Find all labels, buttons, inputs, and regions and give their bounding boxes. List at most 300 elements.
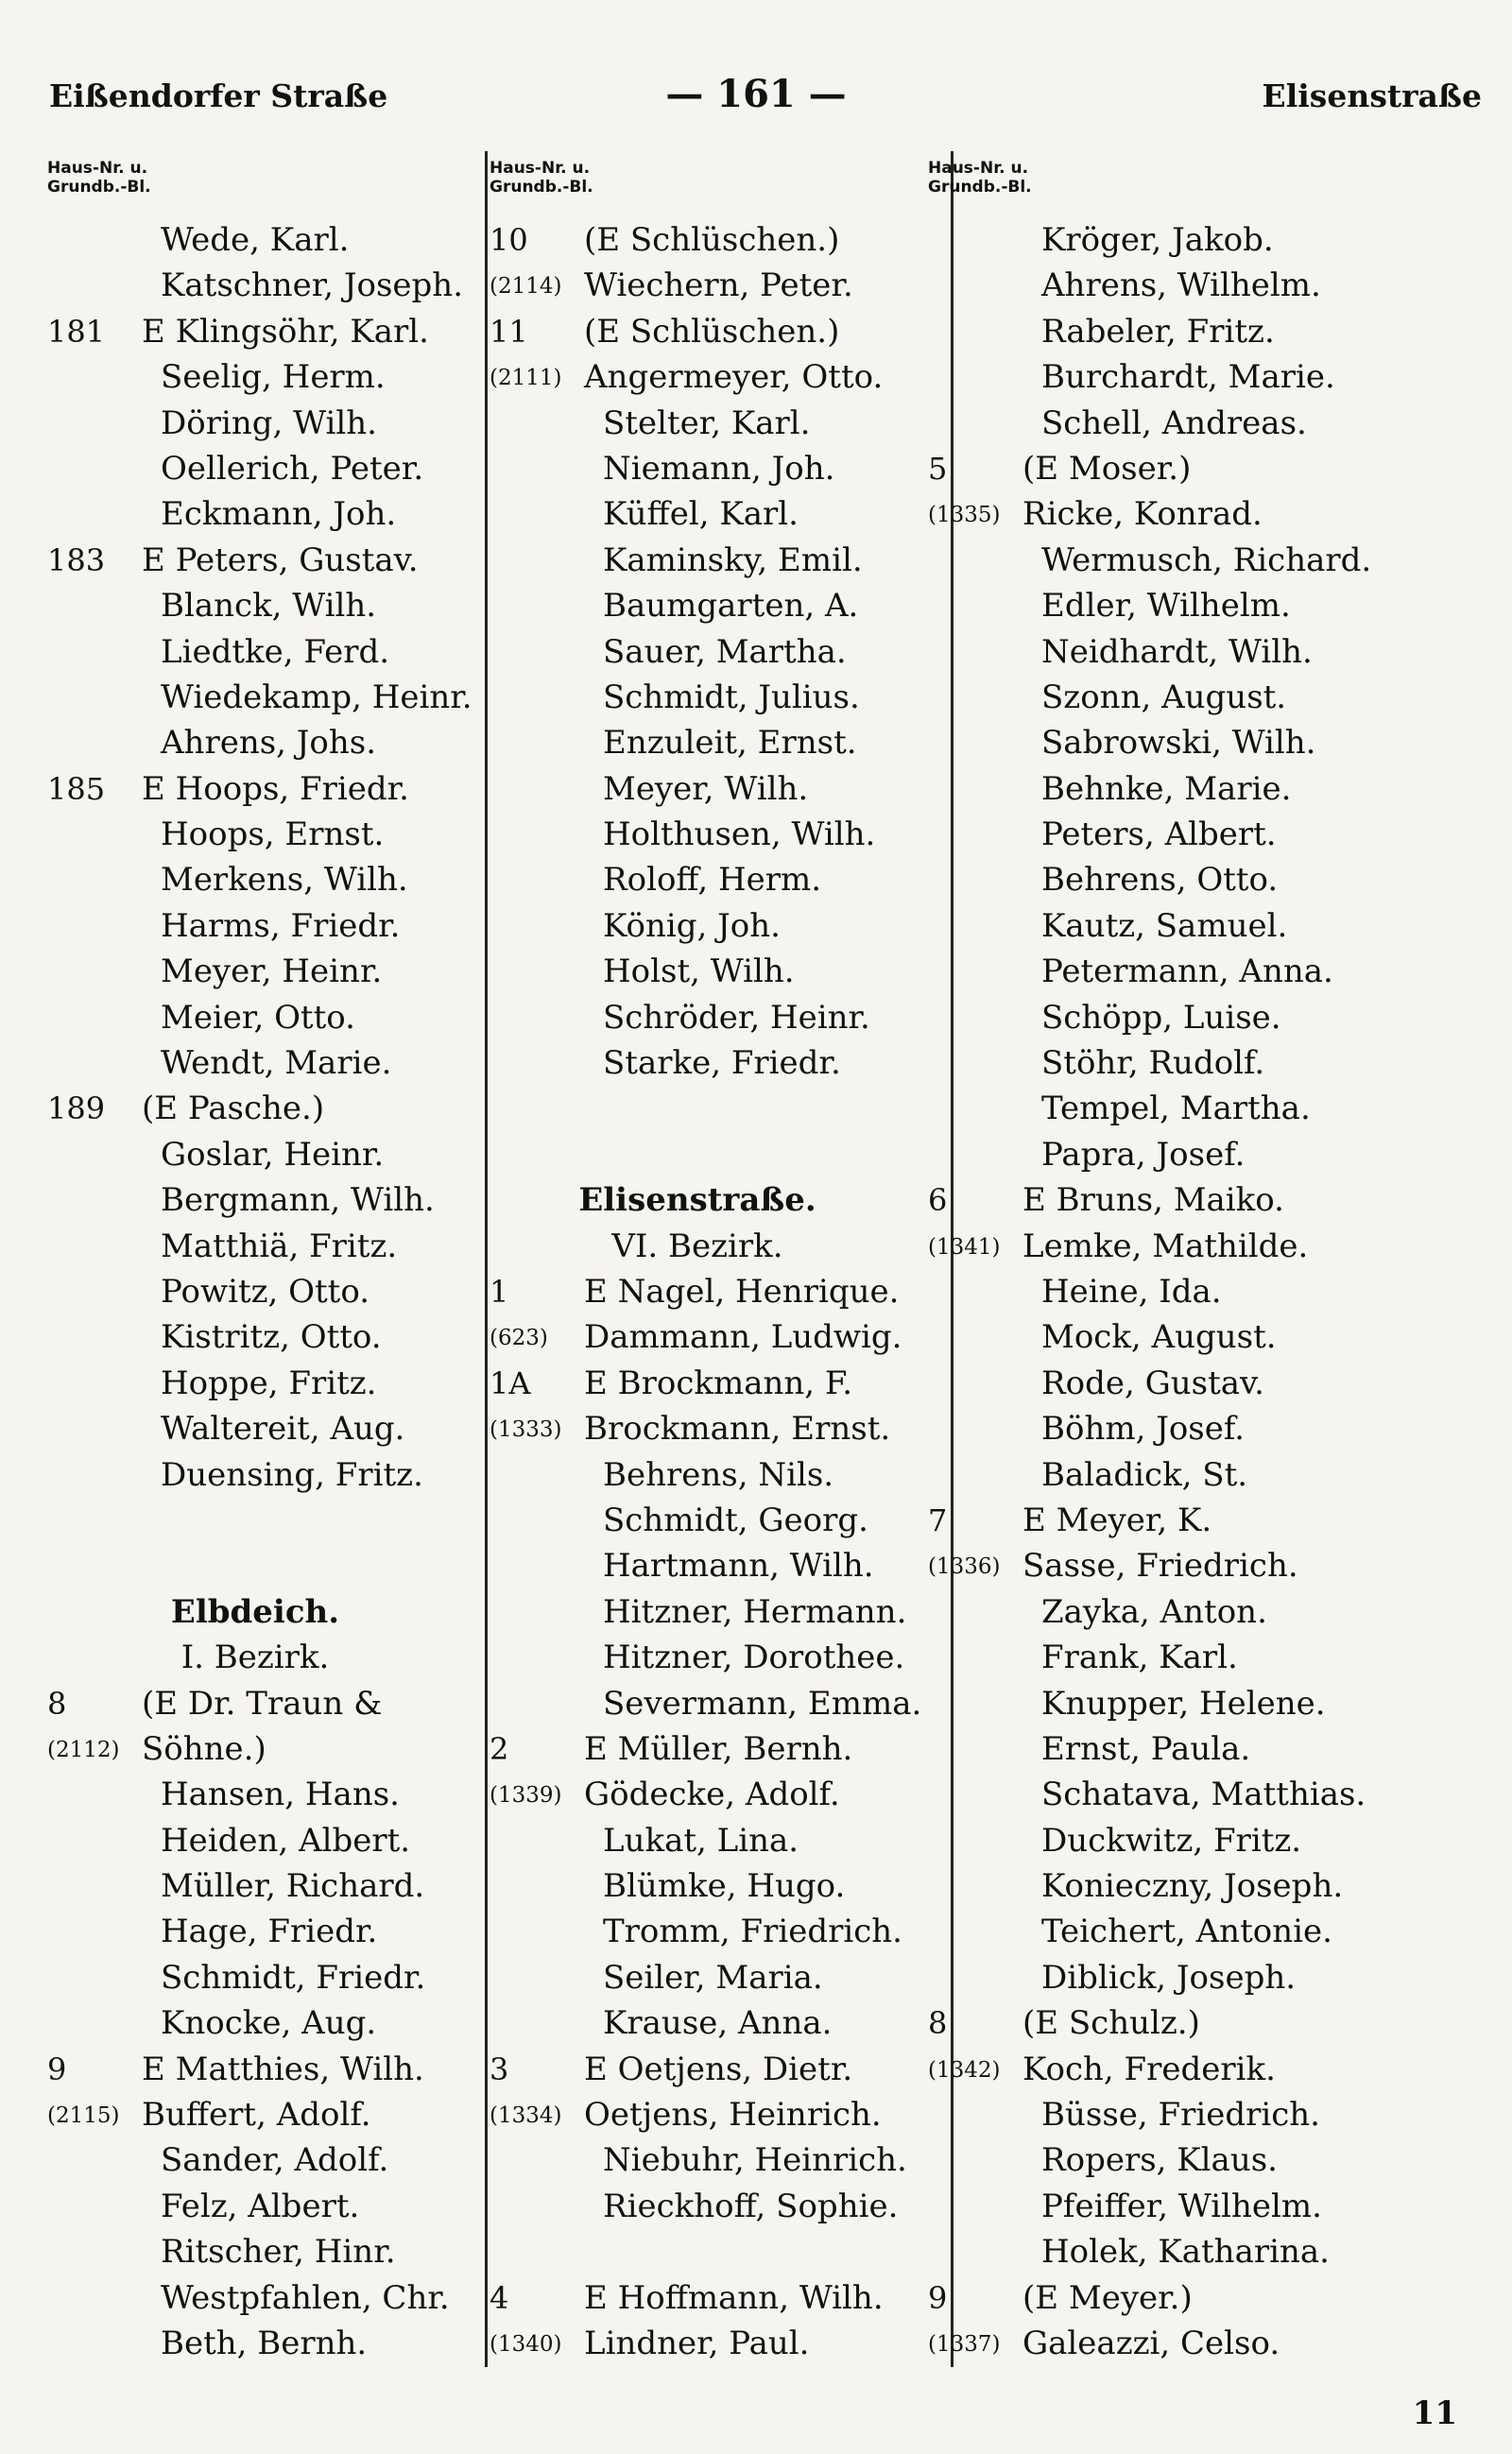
directory-entry: [47, 583, 491, 628]
directory-entry: [928, 2229, 1372, 2274]
resident-name: Westpfahlen, Chr.: [161, 2278, 450, 2317]
house-number: 189: [47, 1090, 106, 1127]
column-rows: [47, 217, 491, 2366]
resident-name: Petermann, Anna.: [1041, 952, 1333, 991]
house-number: (1335): [928, 503, 1001, 528]
directory-entry: [928, 1543, 1372, 1588]
resident-name: Sander, Adolf.: [161, 2141, 389, 2180]
resident-name: Behrens, Otto.: [1041, 861, 1279, 900]
directory-entry: [928, 766, 1372, 812]
directory-entry: [490, 903, 934, 949]
directory-entry: [928, 1361, 1372, 1406]
resident-name: Blanck, Wilh.: [161, 587, 377, 626]
resident-name: Roloff, Herm.: [603, 861, 822, 900]
directory-entry: [928, 1863, 1372, 1909]
resident-name: Diblick, Joseph.: [1041, 1958, 1297, 1997]
resident-name: Kröger, Jakob.: [1041, 221, 1274, 259]
directory-entry: [490, 217, 934, 263]
directory-entry: [490, 1681, 934, 1726]
house-number: 9: [47, 2051, 67, 2087]
resident-name: Beth, Bernh.: [161, 2324, 368, 2362]
house-number: (1336): [928, 1554, 1001, 1580]
resident-name: Baumgarten, A.: [603, 587, 859, 626]
directory-entry: [928, 1177, 1372, 1223]
resident-name: Felz, Albert.: [161, 2187, 360, 2225]
house-number: 8: [47, 1685, 67, 1722]
house-number: (2111): [490, 366, 562, 391]
resident-name: Bergmann, Wilh.: [161, 1181, 435, 1220]
directory-entry: [490, 1909, 934, 1954]
directory-entry: [928, 1269, 1372, 1314]
house-number: (2114): [490, 274, 562, 300]
directory-entry: [47, 903, 491, 949]
resident-name: Holek, Katharina.: [1041, 2233, 1330, 2272]
resident-name: Frank, Karl.: [1041, 1639, 1238, 1677]
resident-name: Hoops, Ernst.: [161, 815, 385, 854]
resident-name: Meier, Otto.: [161, 998, 355, 1037]
resident-name: Tromm, Friedrich.: [603, 1913, 902, 1951]
directory-entry: [490, 1818, 934, 1863]
resident-name: Lemke, Mathilde.: [1022, 1227, 1309, 1265]
house-number: (1340): [490, 2331, 562, 2357]
directory-entry: [47, 538, 491, 583]
resident-name: Wiedekamp, Heinr.: [161, 678, 472, 716]
resident-name: Harms, Friedr.: [161, 906, 401, 945]
resident-name: Severmann, Emma.: [603, 1684, 922, 1723]
directory-entry: [490, 2047, 934, 2092]
directory-entry: [47, 1177, 491, 1223]
house-number: (1333): [490, 1417, 562, 1443]
house-number: (1342): [928, 2057, 1001, 2083]
resident-name: Matthiä, Fritz.: [161, 1227, 398, 1265]
directory-entry: [928, 812, 1372, 857]
spacer: [490, 2229, 934, 2274]
house-number: 11: [490, 313, 528, 350]
resident-name: Lukat, Lina.: [603, 1821, 799, 1860]
directory-entry: [47, 1314, 491, 1360]
directory-entry: [490, 857, 934, 902]
resident-name: Ropers, Klaus.: [1041, 2141, 1278, 2180]
resident-name: E Bruns, Maiko.: [1022, 1181, 1284, 1220]
directory-entry: [47, 2000, 491, 2046]
resident-name: Meyer, Heinr.: [161, 952, 383, 991]
directory-entry: [47, 629, 491, 675]
column-rows: [928, 217, 1372, 2366]
house-number: 183: [47, 541, 106, 578]
house-number: 8: [928, 2005, 948, 2042]
resident-name: Baladick, St.: [1041, 1455, 1248, 1494]
house-number: 1A: [490, 1364, 531, 1401]
directory-entry: [47, 446, 491, 491]
page-number: — 161 —: [665, 72, 847, 116]
resident-name: Starke, Friedr.: [603, 1044, 841, 1083]
resident-name: Merkens, Wilh.: [161, 861, 408, 900]
house-number: 3: [490, 2051, 509, 2087]
directory-entry: [928, 263, 1372, 308]
resident-name: Knocke, Aug.: [161, 2004, 377, 2043]
house-number: 9: [928, 2279, 948, 2316]
directory-entry: [928, 2047, 1372, 2092]
directory-entry: [490, 949, 934, 994]
resident-name: Holst, Wilh.: [603, 952, 795, 991]
resident-name: Mock, August.: [1041, 1318, 1277, 1357]
directory-entry: [490, 309, 934, 354]
resident-name: Meyer, Wilh.: [603, 769, 809, 808]
resident-name: König, Joh.: [603, 906, 781, 945]
resident-name: Schöpp, Luise.: [1041, 998, 1281, 1037]
directory-entry: [47, 1955, 491, 2000]
directory-entry: [47, 675, 491, 720]
directory-entry: [490, 2321, 934, 2366]
resident-name: Enzuleit, Ernst.: [603, 724, 857, 763]
resident-name: Schell, Andreas.: [1041, 403, 1307, 442]
directory-entry: [490, 629, 934, 675]
directory-entry: [490, 401, 934, 446]
district-heading: I. Bezirk.: [180, 1639, 330, 1677]
directory-entry: [47, 1818, 491, 1863]
house-number: 185: [47, 770, 106, 807]
resident-name: Hansen, Hans.: [161, 1776, 400, 1814]
resident-name: Rieckhoff, Sophie.: [603, 2187, 899, 2225]
directory-entry: [47, 1452, 491, 1498]
resident-name: Sauer, Martha.: [603, 632, 847, 671]
directory-entry: [928, 538, 1372, 583]
directory-entry: [47, 1772, 491, 1817]
directory-entry: [47, 766, 491, 812]
directory-entry: [928, 2275, 1372, 2321]
resident-name: Knupper, Helene.: [1041, 1684, 1326, 1723]
resident-name: Niebuhr, Heinrich.: [603, 2141, 907, 2180]
resident-name: Seelig, Herm.: [161, 358, 386, 397]
resident-name: Galeazzi, Celso.: [1022, 2324, 1280, 2362]
resident-name: (E Moser.): [1022, 449, 1192, 488]
resident-name: Küffel, Karl.: [603, 495, 799, 534]
resident-name: E Hoops, Friedr.: [142, 769, 409, 808]
resident-name: Hitzner, Dorothee.: [603, 1639, 905, 1677]
directory-entry: [47, 995, 491, 1040]
house-number: 10: [490, 222, 528, 258]
directory-entry: [47, 309, 491, 354]
directory-entry: [47, 354, 491, 400]
directory-entry: [490, 1589, 934, 1635]
directory-entry: [490, 766, 934, 812]
resident-name: Waltereit, Aug.: [161, 1410, 405, 1449]
resident-name: Angermeyer, Otto.: [584, 358, 884, 397]
directory-entry: [47, 401, 491, 446]
directory-entry: [928, 2092, 1372, 2137]
house-number: 6: [928, 1182, 948, 1219]
street-heading: Elisenstraße.: [578, 1181, 816, 1220]
directory-entry: [928, 1818, 1372, 1863]
directory-entry: [47, 2047, 491, 2092]
directory-entry: [490, 538, 934, 583]
directory-entry: [490, 263, 934, 308]
resident-name: E Oetjens, Dietr.: [584, 2050, 853, 2088]
directory-entry: [928, 1132, 1372, 1177]
directory-entry: [928, 720, 1372, 765]
house-number: 181: [47, 313, 106, 350]
resident-name: Goslar, Heinr.: [161, 1135, 385, 1174]
directory-entry: [47, 2275, 491, 2321]
directory-entry: [47, 1224, 491, 1269]
directory-entry: [47, 263, 491, 308]
directory-entry: [47, 1863, 491, 1909]
directory-entry: [928, 491, 1372, 537]
column-3: [928, 159, 1372, 2366]
resident-name: Böhm, Josef.: [1041, 1410, 1246, 1449]
directory-entry: [490, 1498, 934, 1543]
directory-entry: [47, 2229, 491, 2274]
directory-entry: [47, 2184, 491, 2229]
resident-name: Lindner, Paul.: [584, 2324, 810, 2362]
directory-entry: [928, 629, 1372, 675]
resident-name: Powitz, Otto.: [161, 1272, 370, 1311]
resident-name: Kautz, Samuel.: [1041, 906, 1288, 945]
directory-entry: [490, 812, 934, 857]
directory-entry: [928, 309, 1372, 354]
directory-entry: [490, 491, 934, 537]
spacer: [47, 1498, 491, 1543]
directory-entry: [928, 1681, 1372, 1726]
directory-entry: [490, 1726, 934, 1772]
resident-name: Schmidt, Friedr.: [161, 1958, 426, 1997]
resident-name: Duensing, Fritz.: [161, 1455, 423, 1494]
house-number: (2112): [47, 1737, 120, 1762]
directory-entry: [47, 1681, 491, 1726]
resident-name: Oetjens, Heinrich.: [584, 2096, 882, 2135]
resident-name: (E Schlüschen.): [584, 221, 840, 259]
resident-name: Zayka, Anton.: [1041, 1592, 1267, 1631]
directory-entry: [928, 2000, 1372, 2046]
resident-name: Wede, Karl.: [161, 221, 350, 259]
directory-entry: [490, 2137, 934, 2183]
house-number: (623): [490, 1326, 548, 1351]
directory-entry: [490, 1406, 934, 1451]
directory-entry: [490, 1361, 934, 1406]
house-number: (2115): [47, 2103, 120, 2129]
directory-entry: [47, 491, 491, 537]
resident-name: (E Schulz.): [1022, 2004, 1200, 2043]
resident-name: Söhne.): [142, 1729, 266, 1768]
directory-entry: [928, 1955, 1372, 2000]
directory-entry: [47, 1361, 491, 1406]
spacer: [47, 1543, 491, 1588]
directory-entry: [490, 995, 934, 1040]
resident-name: Hage, Friedr.: [161, 1913, 378, 1951]
resident-name: Teichert, Antonie.: [1041, 1913, 1332, 1951]
resident-name: Wiechern, Peter.: [584, 266, 853, 305]
column-1: [47, 159, 491, 2366]
spacer: [490, 1132, 934, 1177]
column-header: Haus-Nr. u. Grundb.-Bl.: [47, 159, 151, 197]
house-number: (1339): [490, 1783, 562, 1809]
resident-name: E Klingsöhr, Karl.: [142, 312, 429, 351]
directory-entry: [47, 2321, 491, 2366]
resident-name: Schmidt, Georg.: [603, 1501, 868, 1539]
directory-entry: [928, 1086, 1372, 1131]
resident-name: E Müller, Bernh.: [584, 1729, 853, 1768]
resident-name: (E Dr. Traun &: [142, 1684, 383, 1723]
house-number: 5: [928, 450, 948, 487]
signature-mark: 11: [1412, 2394, 1457, 2432]
directory-entry: [928, 2321, 1372, 2366]
resident-name: Ahrens, Johs.: [161, 724, 377, 763]
resident-name: Behrens, Nils.: [603, 1455, 834, 1494]
directory-entry: [490, 1543, 934, 1588]
directory-entry: [490, 1863, 934, 1909]
directory-entry: [928, 1635, 1372, 1680]
resident-name: Buffert, Adolf.: [142, 2096, 371, 2135]
house-number: 2: [490, 1730, 509, 1767]
directory-entry: [928, 949, 1372, 994]
resident-name: Wendt, Marie.: [161, 1044, 392, 1083]
directory-entry: [928, 217, 1372, 263]
column-header: Haus-Nr. u. Grundb.-Bl.: [928, 159, 1032, 197]
directory-entry: [928, 903, 1372, 949]
directory-entry: [47, 812, 491, 857]
resident-name: Schmidt, Julius.: [603, 678, 860, 716]
resident-name: E Nagel, Henrique.: [584, 1272, 900, 1311]
running-head-right: Elisenstraße: [1262, 77, 1482, 114]
resident-name: Gödecke, Adolf.: [584, 1776, 840, 1814]
resident-name: Kistritz, Otto.: [161, 1318, 382, 1357]
directory-entry: [490, 675, 934, 720]
directory-entry: [928, 1726, 1372, 1772]
directory-entry: [490, 1772, 934, 1817]
resident-name: Eckmann, Joh.: [161, 495, 397, 534]
resident-name: Hitzner, Hermann.: [603, 1592, 907, 1631]
house-number: (1341): [928, 1234, 1001, 1260]
column-rows: [490, 217, 934, 2366]
resident-name: Schröder, Heinr.: [603, 998, 870, 1037]
directory-entry: [928, 1909, 1372, 1954]
resident-name: Konieczny, Joseph.: [1041, 1867, 1344, 1906]
directory-entry: [928, 2184, 1372, 2229]
resident-name: (E Meyer.): [1022, 2278, 1193, 2317]
house-number: 1: [490, 1273, 509, 1310]
resident-name: Ricke, Konrad.: [1022, 495, 1263, 534]
resident-name: Seiler, Maria.: [603, 1958, 823, 1997]
directory-entry: [490, 1269, 934, 1314]
resident-name: Szonn, August.: [1041, 678, 1287, 716]
resident-name: Blümke, Hugo.: [603, 1867, 846, 1906]
resident-name: Papra, Josef.: [1041, 1135, 1246, 1174]
directory-entry: [47, 1909, 491, 1954]
resident-name: Edler, Wilhelm.: [1041, 587, 1291, 626]
directory-entry: [928, 1498, 1372, 1543]
resident-name: Katschner, Joseph.: [161, 266, 464, 305]
directory-entry: [47, 1269, 491, 1314]
directory-entry: [928, 1406, 1372, 1451]
resident-name: Krause, Anna.: [603, 2004, 833, 2043]
resident-name: Rode, Gustav.: [1041, 1364, 1264, 1402]
resident-name: Rabeler, Fritz.: [1041, 312, 1275, 351]
resident-name: Hartmann, Wilh.: [603, 1547, 874, 1586]
resident-name: Döring, Wilh.: [161, 403, 377, 442]
resident-name: Sabrowski, Wilh.: [1041, 724, 1316, 763]
directory-entry: [490, 1635, 934, 1680]
directory-entry: [928, 675, 1372, 720]
resident-name: Müller, Richard.: [161, 1867, 425, 1906]
directory-entry: [490, 720, 934, 765]
directory-entry: [928, 401, 1372, 446]
directory-entry: [490, 2275, 934, 2321]
directory-entry: [928, 1589, 1372, 1635]
resident-name: Ritscher, Hinr.: [161, 2233, 396, 2272]
directory-entry: [928, 446, 1372, 491]
directory-entry: [47, 857, 491, 902]
directory-entry: [490, 1314, 934, 1360]
resident-name: Sasse, Friedrich.: [1022, 1547, 1298, 1586]
house-number: (1334): [490, 2103, 562, 2129]
resident-name: Hoppe, Fritz.: [161, 1364, 377, 1402]
directory-entry: [47, 2092, 491, 2137]
resident-name: E Brockmann, F.: [584, 1364, 853, 1402]
resident-name: Behnke, Marie.: [1041, 769, 1292, 808]
directory-entry: [47, 217, 491, 263]
resident-name: Ernst, Paula.: [1041, 1729, 1251, 1768]
district-heading: VI. Bezirk.: [611, 1227, 783, 1265]
resident-name: (E Schlüschen.): [584, 312, 840, 351]
resident-name: Holthusen, Wilh.: [603, 815, 876, 854]
spacer: [490, 1086, 934, 1131]
resident-name: Niemann, Joh.: [603, 449, 835, 488]
resident-name: Koch, Frederik.: [1022, 2050, 1276, 2088]
directory-entry: [47, 949, 491, 994]
directory-entry: [490, 2092, 934, 2137]
directory-entry: [47, 2137, 491, 2183]
house-number: 7: [928, 1502, 948, 1538]
directory-entry: [928, 1452, 1372, 1498]
running-head-left: Eißendorfer Straße: [49, 77, 388, 114]
resident-name: Brockmann, Ernst.: [584, 1410, 891, 1449]
resident-name: Dammann, Ludwig.: [584, 1318, 902, 1357]
directory-entry: [47, 720, 491, 765]
directory-entry: [490, 2184, 934, 2229]
directory-entry: [928, 354, 1372, 400]
directory-entry: [47, 1406, 491, 1451]
directory-entry: [928, 1314, 1372, 1360]
column-2: [490, 159, 934, 2366]
directory-entry: [928, 583, 1372, 628]
directory-entry: [490, 446, 934, 491]
resident-name: Neidhardt, Wilh.: [1041, 632, 1313, 671]
directory-entry: [47, 1132, 491, 1177]
resident-name: Büsse, Friedrich.: [1041, 2096, 1320, 2135]
resident-name: E Matthies, Wilh.: [142, 2050, 424, 2088]
resident-name: Heiden, Albert.: [161, 1821, 411, 1860]
resident-name: Liedtke, Ferd.: [161, 632, 390, 671]
resident-name: E Peters, Gustav.: [142, 541, 419, 579]
resident-name: Pfeiffer, Wilhelm.: [1041, 2187, 1322, 2225]
resident-name: Stelter, Karl.: [603, 403, 811, 442]
street-heading: Elbdeich.: [170, 1592, 340, 1631]
directory-entry: [47, 1040, 491, 1086]
directory-entry: [490, 1955, 934, 2000]
resident-name: Kaminsky, Emil.: [603, 541, 863, 579]
directory-entry: [490, 583, 934, 628]
house-number: 4: [490, 2279, 509, 2316]
resident-name: Burchardt, Marie.: [1041, 358, 1335, 397]
directory-entry: [928, 2137, 1372, 2183]
directory-entry: [490, 1040, 934, 1086]
directory-entry: [928, 995, 1372, 1040]
directory-entry: [928, 857, 1372, 902]
column-header: Haus-Nr. u. Grundb.-Bl.: [490, 159, 593, 197]
resident-name: (E Pasche.): [142, 1090, 325, 1128]
resident-name: Tempel, Martha.: [1041, 1090, 1311, 1128]
resident-name: Duckwitz, Fritz.: [1041, 1821, 1302, 1860]
